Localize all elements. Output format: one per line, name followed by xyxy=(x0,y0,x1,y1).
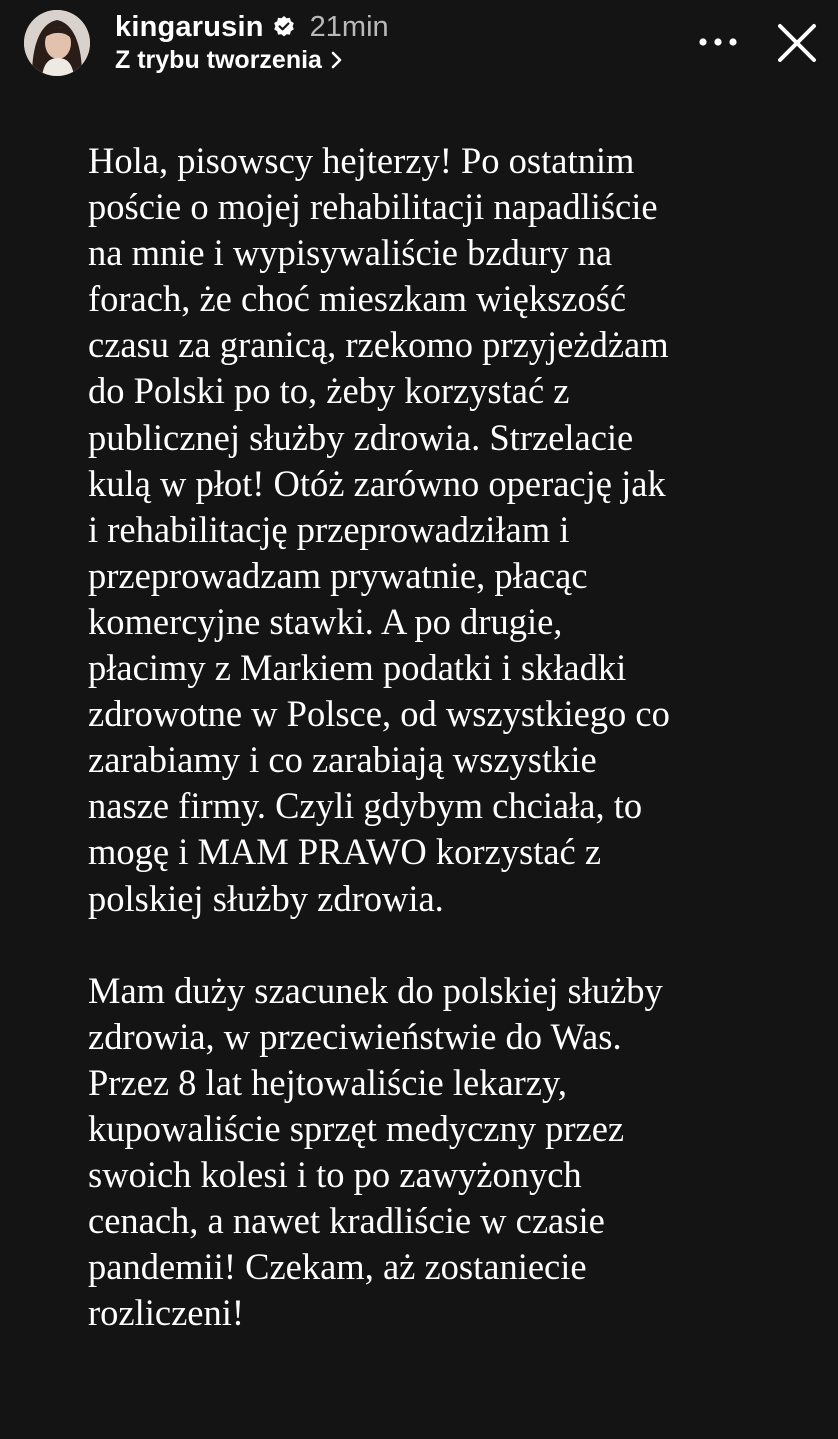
text-line: zdrowia, w przeciwieństwie do Was. xyxy=(88,1015,622,1057)
verified-badge-icon xyxy=(272,15,296,39)
close-icon xyxy=(772,18,822,68)
text-line: kulą w płot! Otóż zarówno operację jak xyxy=(88,462,666,504)
text-line: i rehabilitację przeprowadziłam i xyxy=(88,508,570,550)
story-paragraph xyxy=(88,138,788,922)
text-line: publicznej służby zdrowia. Strzelacie xyxy=(88,416,634,458)
text-line: Hola, pisowscy hejterzy! Po ostatnim xyxy=(88,140,635,181)
story-timestamp: 21min xyxy=(309,10,389,43)
text-line: pandemii! Czekam, aż zostaniecie xyxy=(88,1246,587,1288)
text-line: komercyjne stawki. A po drugie, xyxy=(88,600,563,642)
story-text xyxy=(88,138,788,1336)
text-line: nasze firmy. Czyli gdybym chciała, to xyxy=(88,785,643,827)
avatar[interactable] xyxy=(24,10,90,76)
text-line: zarabiamy i co zarabiają wszystkie xyxy=(88,739,597,781)
chevron-right-icon xyxy=(330,50,344,70)
more-options-button[interactable] xyxy=(695,22,741,62)
text-line: na mnie i wypisywaliście bzdury na xyxy=(88,232,613,274)
text-line: forach, że choć mieszkam większość xyxy=(88,278,627,320)
text-line: cenach, a nawet kradliście w czasie xyxy=(88,1200,605,1242)
text-line: rozliczeni! xyxy=(88,1292,245,1334)
text-line: swoich kolesi i to po zawyżonych xyxy=(88,1154,582,1196)
profile-photo xyxy=(24,10,90,76)
source-label: Z trybu tworzenia xyxy=(115,45,322,74)
text-line: kupowaliście sprzęt medyczny przez xyxy=(88,1107,625,1149)
username[interactable]: kingarusin xyxy=(115,10,264,43)
story-paragraph xyxy=(88,968,788,1337)
close-button[interactable] xyxy=(772,18,822,68)
text-line: Mam duży szacunek do polskiej służby xyxy=(88,969,663,1011)
more-horizontal-icon xyxy=(695,22,741,62)
text-line: do Polski po to, żeby korzystać z xyxy=(88,370,570,412)
text-line: polskiej służby zdrowia. xyxy=(88,877,444,919)
text-line: czasu za granicą, rzekomo przyjeżdżam xyxy=(88,324,669,366)
text-line: płacimy z Markiem podatki i składki xyxy=(88,647,627,689)
text-line: przeprowadzam prywatnie, płacąc xyxy=(88,554,588,596)
paragraph-gap xyxy=(88,922,788,968)
text-line: mogę i MAM PRAWO korzystać z xyxy=(88,831,602,873)
story-header xyxy=(0,0,838,90)
text-line: Przez 8 lat hejtowaliście lekarzy, xyxy=(88,1061,568,1103)
text-line: poście o mojej rehabilitacji napadliście xyxy=(88,186,658,228)
source-link[interactable] xyxy=(115,44,344,76)
username-row xyxy=(115,8,389,46)
text-line: zdrowotne w Polsce, od wszystkiego co xyxy=(88,693,670,735)
